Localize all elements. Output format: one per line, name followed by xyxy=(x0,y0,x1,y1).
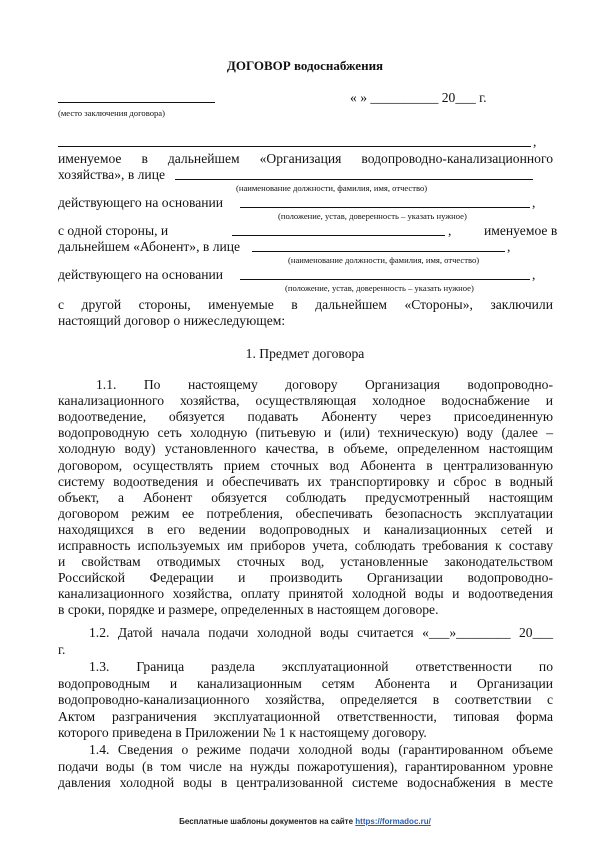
side-one-line: с одной стороны, и xyxy=(58,223,169,238)
comma: , xyxy=(533,134,537,149)
paragraph-line: систему водоотведения и обеспечивать их транспортировку и сброс в водный xyxy=(58,473,553,489)
abonent-representative-blank-line xyxy=(252,251,505,252)
other-side-line-1: с другой стороны, именуемые в дальнейшем «Стороны», заключили xyxy=(58,297,553,312)
paragraph-line: которого приведена в Приложении № 1 к настоящему договору. xyxy=(58,725,427,740)
parties-named-line-2: хозяйства», в лице xyxy=(58,167,165,182)
paragraph-line: 1.2. Датой начала подачи холодной воды считается «___»________ 20___ xyxy=(89,625,553,640)
paragraph-line: канализационного хозяйства, осуществляющая холодное водоснабжение и xyxy=(58,393,553,409)
paragraph-line: Актом разграничения эксплуатационной ответственности, типовая форма xyxy=(58,708,553,724)
comma: , xyxy=(448,223,452,238)
paragraph-line: холодную воду) установленного качества, в объеме, определенном настоящим xyxy=(58,441,553,457)
comma: , xyxy=(532,267,536,282)
paragraph-line: находящихся в его ведении водопроводных и канализационных сетей и xyxy=(58,521,553,537)
paragraph-line: водоотведение, обязуется подавать Абоненту через присоединенную xyxy=(58,409,553,425)
acting-line-1: действующего на основании xyxy=(58,195,224,210)
paragraph-line: 1.1. По настоящему договору Организация водопроводно- xyxy=(96,377,553,392)
abonent-basis-blank-line xyxy=(240,279,530,280)
parties-named-line-3: именуемое в xyxy=(484,223,558,238)
org-basis-blank-line xyxy=(240,207,530,208)
section-heading: 1. Предмет договора xyxy=(245,346,365,361)
footer xyxy=(0,817,610,826)
hint-basis-1: (положение, устав, доверенность – указать нужное) xyxy=(278,211,467,221)
paragraph-line: водопроводную сеть холодную (питьевую и (или) техническую) воду (далее – xyxy=(58,425,553,441)
footer-text: Бесплатные шаблоны документов на сайте xyxy=(179,817,354,826)
paragraph-line: давления холодной воды в централизованной системе водоснабжения в месте xyxy=(58,775,553,790)
paragraph-line: г. xyxy=(58,642,66,657)
hint-basis-2: (положение, устав, доверенность – указать нужное) xyxy=(285,283,474,293)
paragraph-line: договором, осуществлять прием сточных вод Абонента в централизованную xyxy=(58,457,553,473)
abonent-line: дальнейшем «Абонент», в лице xyxy=(58,239,241,254)
paragraph-line: канализационного хозяйства, оплату принятой холодной воды и водоотведения xyxy=(58,586,553,602)
org-name-blank-line xyxy=(58,146,531,147)
paragraph-line: Российской Федерации и производить Организации водопроводно- xyxy=(58,570,553,586)
org-representative-blank-line xyxy=(175,179,533,180)
paragraph-line: 1.4. Сведения о режиме подачи холодной воды (гарантированном объеме xyxy=(89,742,553,757)
place-hint: (место заключения договора) xyxy=(58,108,165,118)
parties-named-line-1: именуемое в дальнейшем «Организация водопроводно-канализационного xyxy=(58,151,553,166)
paragraph-line: объект, а Абонент обязуется соблюдать предусмотренный настоящим xyxy=(58,489,553,505)
comma: , xyxy=(532,195,536,210)
paragraph-line: договором режим ее потребления, обеспечивать безопасность эксплуатации xyxy=(58,505,553,521)
acting-line-2: действующего на основании xyxy=(58,267,224,282)
document-title: ДОГОВОР водоснабжения xyxy=(226,58,384,73)
hint-name-1: (наименование должности, фамилия, имя, отчество) xyxy=(236,183,428,193)
comma: , xyxy=(507,239,511,254)
date-line: « » __________ 20___ г. xyxy=(350,90,487,105)
hint-name-2: (наименование должности, фамилия, имя, отчество) xyxy=(288,255,480,265)
place-blank-line xyxy=(58,102,215,103)
abonent-name-blank-line xyxy=(232,235,445,236)
paragraph-line: подачи воды (в том числе на нужды пожаротушения), гарантированном уровне xyxy=(58,758,553,774)
other-side-line-2: настоящий договор о нижеследующем: xyxy=(58,313,286,328)
footer-link[interactable]: https://formadoc.ru/ xyxy=(355,817,431,826)
paragraph-line: водопроводно-канализационного хозяйства, определяется в соответствии с xyxy=(58,692,553,707)
paragraph-line: в сроки, порядке и размере, определенных в настоящем договоре. xyxy=(58,602,439,618)
paragraph-line: и свойствам отводимых сточных вод, установленные законодательством xyxy=(58,554,553,570)
paragraph-line: 1.3. Граница раздела эксплуатационной ответственности по xyxy=(89,659,553,674)
paragraph-line: исправность используемых им приборов учета, соблюдать требования к составу xyxy=(58,538,553,553)
paragraph-line: водопроводным и канализационным сетям Абонента и Организации xyxy=(58,675,553,691)
